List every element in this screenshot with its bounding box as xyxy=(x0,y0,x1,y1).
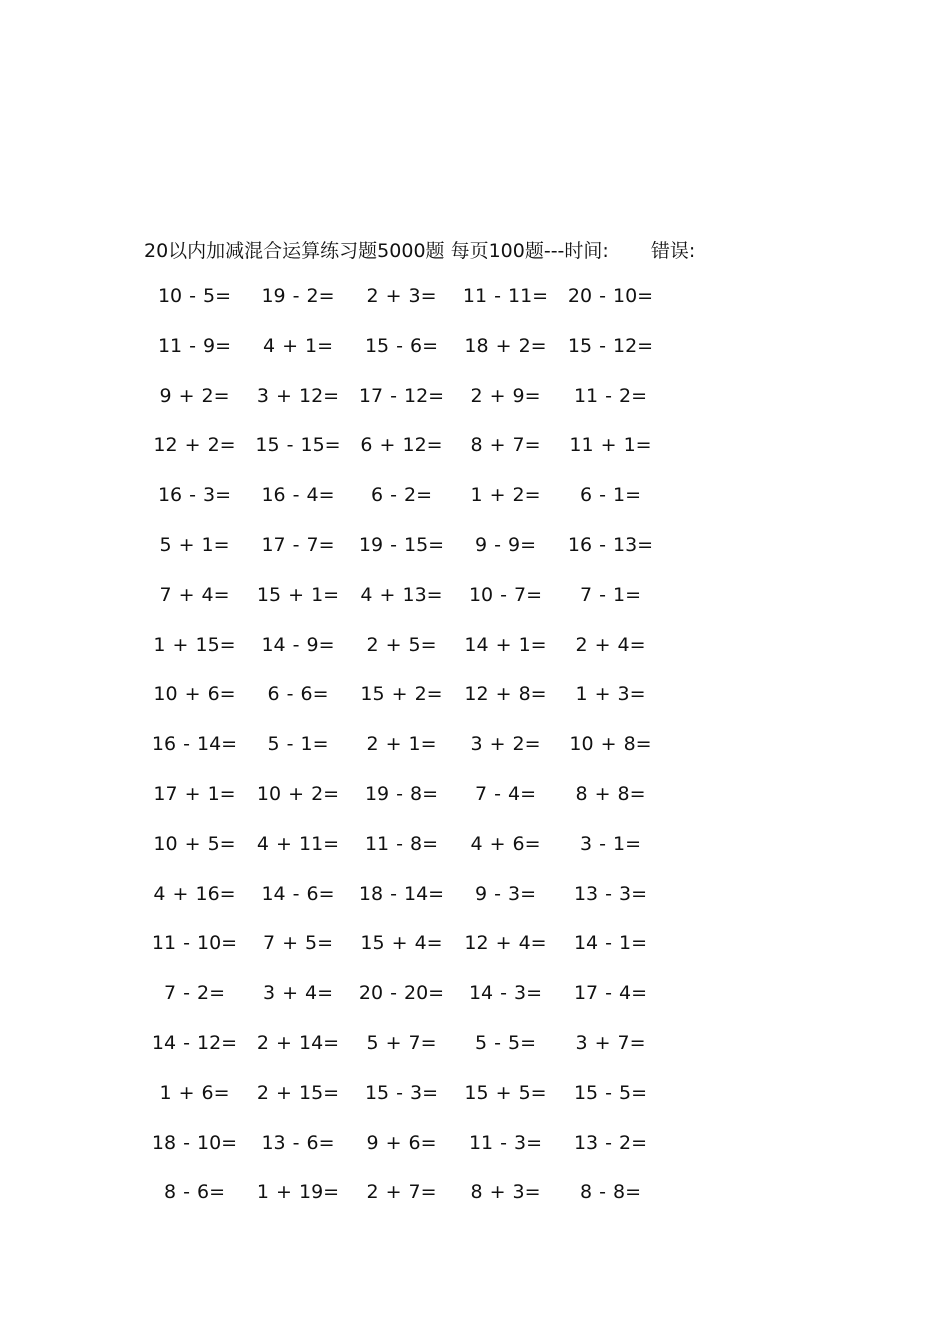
problem-item: 2 + 9= xyxy=(470,384,541,407)
problem-item: 3 + 7= xyxy=(575,1031,646,1054)
problem-item: 13 - 2= xyxy=(573,1131,648,1154)
problem-row xyxy=(143,285,663,335)
problem-item: 3 - 1= xyxy=(579,832,642,855)
problem-item: 8 - 6= xyxy=(163,1181,226,1204)
problem-item: 18 - 14= xyxy=(358,882,445,905)
problem-item: 15 - 15= xyxy=(255,434,341,457)
problem-item: 10 - 7= xyxy=(468,583,543,606)
problem-item: 10 + 2= xyxy=(256,782,340,805)
problem-item: 13 - 6= xyxy=(261,1131,335,1154)
problem-row xyxy=(143,1181,663,1231)
problem-item: 5 + 1= xyxy=(159,533,230,556)
problem-item: 8 + 7= xyxy=(470,434,541,457)
problem-item: 15 + 4= xyxy=(360,932,443,955)
problem-item: 13 - 3= xyxy=(573,882,648,905)
problem-row xyxy=(143,683,663,733)
problem-row xyxy=(143,434,663,484)
problem-item: 6 - 6= xyxy=(267,683,329,706)
problem-item: 15 - 6= xyxy=(364,334,439,357)
problem-item: 4 + 11= xyxy=(256,832,340,855)
problem-item: 19 - 15= xyxy=(358,533,445,556)
problem-item: 20 - 20= xyxy=(358,982,445,1005)
problem-item: 1 + 15= xyxy=(153,633,236,656)
problem-item: 20 - 10= xyxy=(567,285,654,307)
problem-item: 17 - 12= xyxy=(358,384,445,407)
problem-item: 8 + 3= xyxy=(470,1181,541,1204)
problem-item: 2 + 1= xyxy=(366,733,437,756)
worksheet-title: 20以内加减混合运算练习题5000题 每页100题---时间: xyxy=(144,240,609,262)
problem-item: 11 - 9= xyxy=(157,334,232,357)
problem-item: 1 + 3= xyxy=(575,683,646,706)
problem-item: 14 - 1= xyxy=(573,932,648,955)
problem-item: 3 + 12= xyxy=(256,384,340,407)
problem-item: 14 + 1= xyxy=(464,633,547,656)
problem-item: 17 - 7= xyxy=(261,533,335,556)
problem-item: 5 - 1= xyxy=(267,733,329,756)
problem-item: 9 - 9= xyxy=(474,533,537,556)
problem-item: 10 + 8= xyxy=(569,733,652,756)
problem-item: 16 - 4= xyxy=(261,484,335,507)
problem-item: 14 - 6= xyxy=(261,882,335,905)
problem-item: 8 - 8= xyxy=(579,1181,642,1204)
problem-item: 15 + 2= xyxy=(360,683,443,706)
problem-item: 14 - 12= xyxy=(151,1031,238,1054)
problem-row xyxy=(143,1132,663,1182)
problem-row xyxy=(143,833,663,883)
problem-row xyxy=(143,335,663,385)
problem-row xyxy=(143,1082,663,1132)
problem-item: 11 - 2= xyxy=(573,384,648,407)
problem-item: 8 + 8= xyxy=(575,782,646,805)
problem-item: 10 + 5= xyxy=(153,832,236,855)
problem-item: 15 + 1= xyxy=(256,583,340,606)
problem-row xyxy=(143,783,663,833)
problem-row xyxy=(143,1032,663,1082)
problem-item: 15 - 3= xyxy=(364,1081,439,1104)
problem-item: 15 + 5= xyxy=(464,1081,547,1104)
problem-item: 2 + 7= xyxy=(366,1181,437,1204)
problem-item: 11 - 3= xyxy=(468,1131,543,1154)
problem-item: 15 - 5= xyxy=(573,1081,648,1104)
problem-item: 12 + 2= xyxy=(153,434,236,457)
problem-item: 14 - 3= xyxy=(468,982,543,1005)
problem-item: 4 + 6= xyxy=(470,832,541,855)
problem-item: 11 + 1= xyxy=(569,434,652,457)
problem-item: 4 + 16= xyxy=(153,882,236,905)
problem-item: 7 - 2= xyxy=(163,982,226,1005)
problem-item: 19 - 2= xyxy=(261,285,335,307)
problem-item: 10 - 5= xyxy=(157,285,232,307)
problem-item: 12 + 8= xyxy=(464,683,547,706)
problem-item: 16 - 13= xyxy=(567,533,654,556)
worksheet-header xyxy=(144,236,695,263)
problem-item: 9 + 2= xyxy=(159,384,230,407)
problem-item: 17 - 4= xyxy=(573,982,648,1005)
problem-item: 1 + 2= xyxy=(470,484,541,507)
problem-row xyxy=(143,982,663,1032)
problem-item: 2 + 5= xyxy=(366,633,437,656)
problem-item: 4 + 1= xyxy=(262,334,334,357)
problem-item: 18 - 10= xyxy=(151,1131,238,1154)
problem-item: 14 - 9= xyxy=(261,633,335,656)
problem-item: 19 - 8= xyxy=(364,782,439,805)
problem-item: 5 - 5= xyxy=(474,1031,537,1054)
errors-label: 错误: xyxy=(650,240,696,262)
problem-item: 7 + 5= xyxy=(262,932,334,955)
problem-row xyxy=(143,634,663,684)
problem-item: 7 + 4= xyxy=(159,583,230,606)
problem-item: 7 - 4= xyxy=(474,782,537,805)
problem-item: 16 - 3= xyxy=(157,484,232,507)
problem-item: 9 - 3= xyxy=(474,882,537,905)
problem-item: 2 + 3= xyxy=(366,285,437,307)
problem-item: 5 + 7= xyxy=(366,1031,437,1054)
problem-item: 16 - 14= xyxy=(151,733,238,756)
problem-item: 11 - 10= xyxy=(151,932,238,955)
problem-item: 4 + 13= xyxy=(360,583,443,606)
problem-item: 12 + 4= xyxy=(464,932,547,955)
problem-item: 2 + 14= xyxy=(256,1031,340,1054)
problem-item: 1 + 19= xyxy=(256,1181,340,1204)
problem-item: 17 + 1= xyxy=(153,782,236,805)
problem-item: 2 + 4= xyxy=(575,633,646,656)
problem-item: 9 + 6= xyxy=(366,1131,437,1154)
problem-row xyxy=(143,484,663,534)
problem-item: 6 - 1= xyxy=(579,484,642,507)
problem-item: 1 + 6= xyxy=(159,1081,230,1104)
problem-row xyxy=(143,584,663,634)
problem-item: 3 + 4= xyxy=(262,982,334,1005)
problem-item: 7 - 1= xyxy=(579,583,642,606)
problem-item: 11 - 11= xyxy=(462,285,549,307)
problem-item: 18 + 2= xyxy=(464,334,547,357)
problem-item: 15 - 12= xyxy=(567,334,654,357)
problem-item: 3 + 2= xyxy=(470,733,541,756)
problem-row xyxy=(143,883,663,933)
problem-row xyxy=(143,733,663,783)
problem-item: 2 + 15= xyxy=(256,1081,340,1104)
problem-row xyxy=(143,932,663,982)
problem-grid xyxy=(143,285,663,1231)
problem-item: 6 + 12= xyxy=(360,434,443,457)
problem-row xyxy=(143,534,663,584)
problem-row xyxy=(143,385,663,435)
problem-item: 10 + 6= xyxy=(153,683,236,706)
problem-item: 11 - 8= xyxy=(364,832,439,855)
problem-item: 6 - 2= xyxy=(370,484,433,507)
